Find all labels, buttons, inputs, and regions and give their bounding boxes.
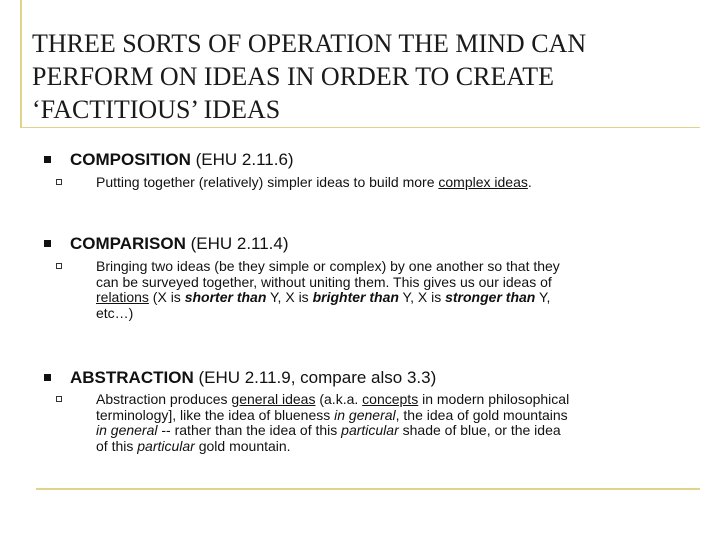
heading-reference: (EHU 2.11.6) <box>190 150 294 169</box>
heading-reference: (EHU 2.11.9, compare also 3.3) <box>193 368 437 387</box>
title-line-2: PERFORM ON IDEAS IN ORDER TO CREATE <box>32 62 554 91</box>
slide-title <box>32 27 692 126</box>
sub-text: Abstraction produces general ideas (a.k.a. concepts in modern philosophical terminology], like the idea of blueness in general, the idea of gold mountains in general -- rather than the idea of this particular shade of blue, or the idea of this particular gold mountain. <box>96 391 570 454</box>
square-bullet-icon <box>44 240 51 247</box>
title-line-3: ‘FACTITIOUS’ IDEAS <box>32 95 281 124</box>
hollow-square-bullet-icon <box>56 179 62 185</box>
heading-label: COMPARISON <box>70 234 186 253</box>
heading-label: COMPOSITION <box>70 150 191 169</box>
sub-text: Putting together (relatively) simpler ideas to build more complex ideas. <box>96 174 532 190</box>
hollow-square-bullet-icon <box>56 396 62 402</box>
title-line-1: THREE SORTS OF OPERATION THE MIND CAN <box>32 29 587 58</box>
term-concepts: concepts <box>362 391 419 407</box>
hollow-square-bullet-icon <box>56 263 62 269</box>
sub-text: Bringing two ideas (be they simple or complex) by one another so that they can be surveyed together, without uniting them. This gives us our ideas of relations (X is shorter than Y, X is brighter than Y, X is stronger than Y, etc…) <box>96 258 560 321</box>
heading-label: ABSTRACTION <box>70 368 194 387</box>
decorative-vertical-rule <box>20 0 22 128</box>
square-bullet-icon <box>44 374 51 381</box>
heading-reference: (EHU 2.11.4) <box>185 234 289 253</box>
heading-abstraction <box>70 368 436 388</box>
decorative-horizontal-rule <box>20 127 700 128</box>
term-general-ideas: general ideas <box>231 391 316 407</box>
heading-composition <box>70 150 294 170</box>
heading-comparison <box>70 234 289 254</box>
decorative-bottom-rule <box>36 488 700 490</box>
square-bullet-icon <box>44 156 51 163</box>
term-relations: relations <box>96 289 149 305</box>
link-complex-ideas: complex ideas <box>438 174 528 190</box>
